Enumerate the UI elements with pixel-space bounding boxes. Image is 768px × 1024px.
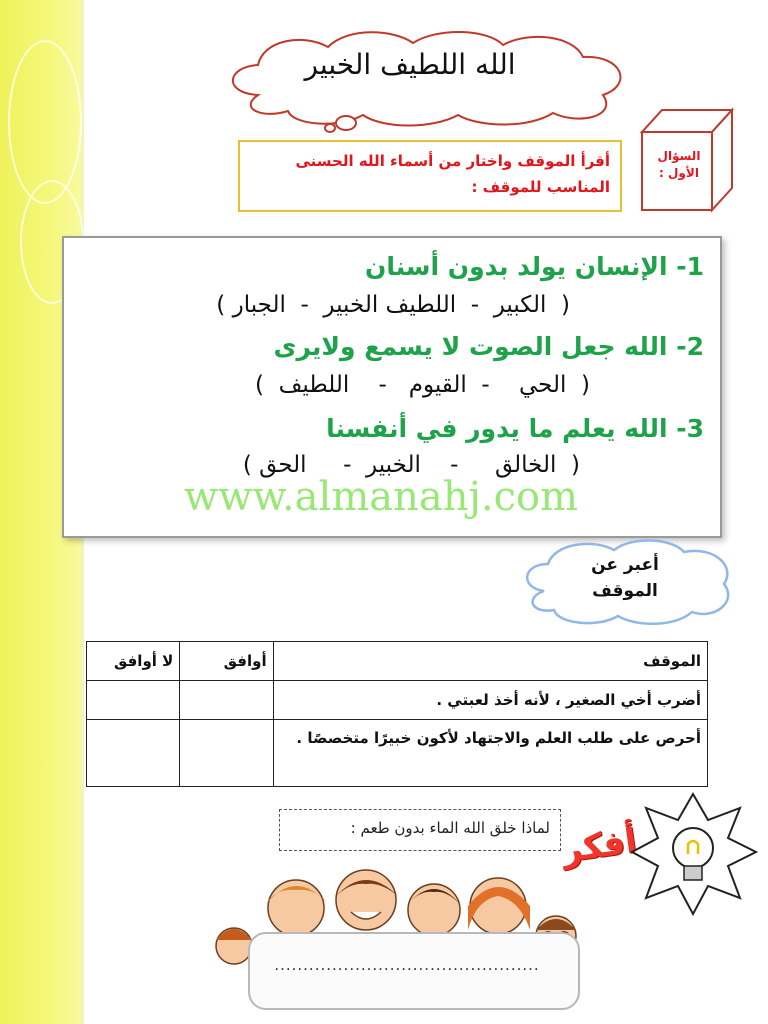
table-header-row [87,642,708,681]
watermark: www.almanahj.com [184,474,579,520]
disagree-checkbox-cell[interactable] [87,681,180,720]
agree-checkbox-cell[interactable] [180,681,273,720]
table-cell: أحرص على طلب العلم والاجتهاد لأكون خبيرًا متخصصًا . [273,720,707,787]
question-text: 1- الإنسان يولد بدون أسنان [364,252,704,281]
strip-swirl-decoration [8,40,82,204]
question-text: 2- الله جعل الصوت لا يسمع ولايرى [273,332,704,361]
think-question: لماذا خلق الله الماء بدون طعم : [279,809,561,851]
stance-table [86,641,708,787]
table-row [87,720,708,787]
disagree-checkbox-cell[interactable] [87,720,180,787]
table-header: لا أوافق [87,642,180,681]
agree-checkbox-cell[interactable] [180,720,273,787]
question-text: 3- الله يعلم ما يدور في أنفسنا [326,414,704,443]
question-options: ( الخالق - الخبير - الحق ) [242,452,580,478]
question-options: ( الكبير - اللطيف الخبير - الجبار ) [216,292,570,318]
instruction-box: أقرأ الموقف واختار من أسماء الله الحسنى المناسب للموقف : [238,140,622,212]
table-row [87,681,708,720]
table-header: أوافق [180,642,273,681]
answer-placeholder[interactable]: .............................................. [274,956,540,974]
express-label: أعبر عن الموقف [591,555,659,601]
question-label: السؤال الأول : [657,149,701,180]
lightbulb-icon [628,790,758,920]
table-header: الموقف [273,642,707,681]
table-cell: أضرب أخي الصغير ، لأنه أخذ لعبتي . [273,681,707,720]
question-options: ( الحي - القيوم - اللطيف ) [255,372,590,398]
think-title: أفكر [559,820,640,872]
page-title: الله اللطيف الخبير [304,48,516,81]
